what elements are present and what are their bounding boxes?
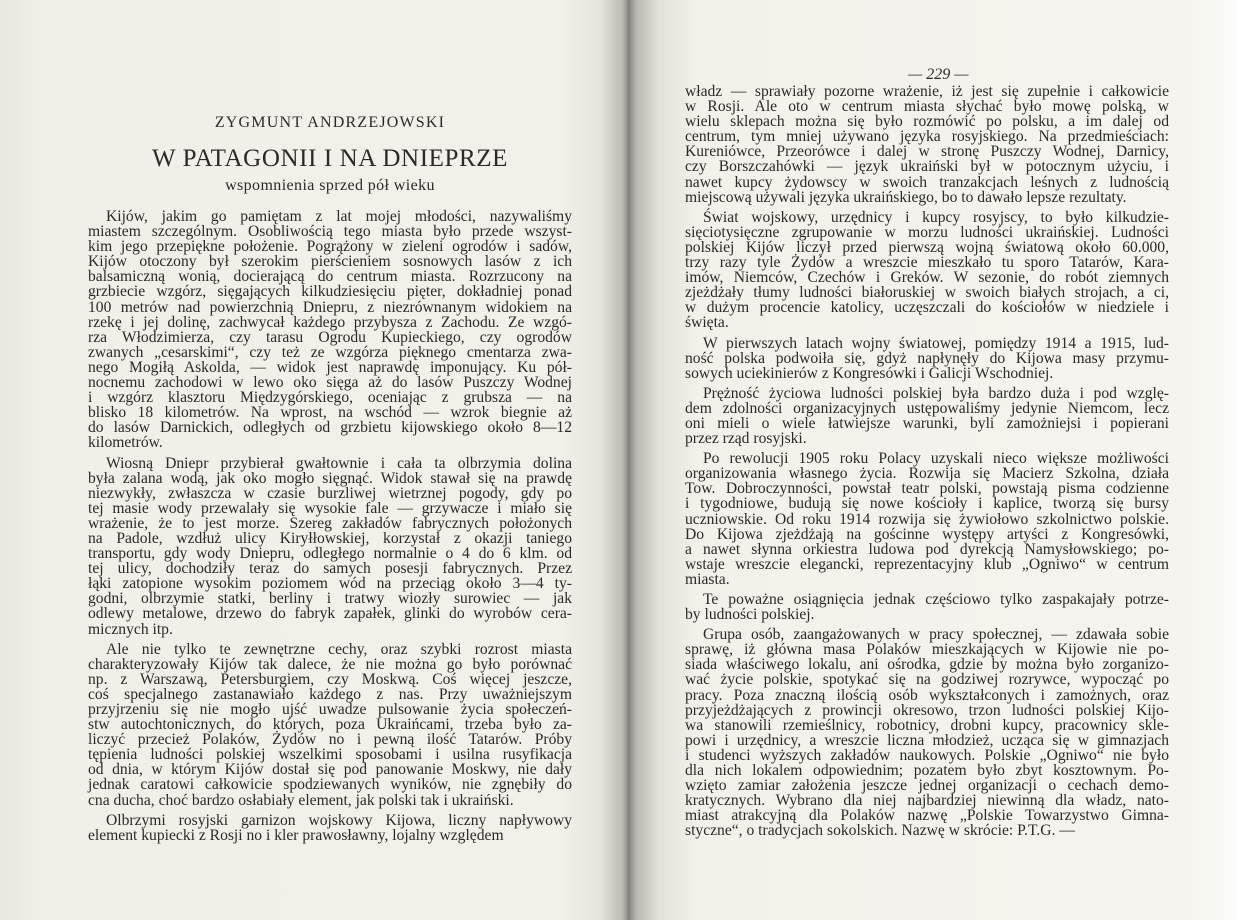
text-line: Wiosną Dniepr przybierał gwałtownie i cała ta olbrzymia dolina xyxy=(106,454,572,472)
text-line: niezwykły, zwłaszcza w czasie burzliwej wietrznej pogody, gdy po xyxy=(88,484,572,502)
text-line: była zalana wodą, jak oko mogło sięgnąć. Widok stawał się na prawdę xyxy=(88,469,572,487)
text-line: Ale nie tylko te zewnętrzne cechy, oraz szybki rozrost miasta xyxy=(106,640,572,658)
text-line: przez rząd rosyjski. xyxy=(685,430,807,448)
paragraph xyxy=(88,642,572,808)
text-line: transportu, gdy wody Dniepru, odległego normalnie o 4 do 6 klm. od xyxy=(88,545,572,563)
text-line: cna ducha, choć bardzo osłabiały element, jak polski tak i ukraiński. xyxy=(88,791,514,809)
text-line: nego Mogiłą Askolda, — widok jest naprawdę imponujący. Ku pół- xyxy=(88,358,572,376)
text-line: sprawę, iż główna masa Polaków mieszkających w Kijowie nie po- xyxy=(685,641,1169,659)
text-line: i studenci wyższych zakładów naukowych. Polskie „Ogniwo“ nie było xyxy=(685,746,1169,764)
text-line: Grupa osób, zaangażowanych w pracy społecznej, — zdawała sobie xyxy=(703,626,1169,644)
text-line: Te poważne osiągnięcia jednak częściowo tylko zaspakajały potrze- xyxy=(703,591,1169,608)
text-line: uczniowskie. Od roku 1914 rozwija się żywiołowo szkolnictwo polskie. xyxy=(685,510,1169,528)
paragraph xyxy=(685,336,1169,381)
text-line: trzy razy tyle Żydów a wreszcie mieszkało tu sporo Tatarów, Kara- xyxy=(685,254,1169,272)
text-line: Kureniówce, Przeorówce i dalej w stronę Puszczy Wodnej, Darnicy, xyxy=(685,143,1169,161)
text-line: czy Borszczahówki — język ukraiński był w potocznym użyciu, i xyxy=(685,158,1169,176)
text-line: miasta. xyxy=(685,570,730,588)
text-line: zjeżdżały tłumy ludności białoruskiej w swoich białych strojach, a ci, xyxy=(685,284,1169,302)
article-subtitle: wspomnienia sprzed pół wieku xyxy=(225,177,435,194)
text-line: przyjeżdżających z prowincji okresowo, trzon ludności polskiej Kijo- xyxy=(685,701,1169,719)
paragraph xyxy=(685,451,1169,587)
text-line: godni, olbrzymie statki, berliny i tratwy wiozły surowiec — jak xyxy=(88,590,572,608)
text-line: imów, Niemców, Czechów i Greków. W sezonie, do robót ziemnych xyxy=(685,269,1169,287)
text-line: tej masie wody przewalały się wysokie fale — grzywacze i miało się xyxy=(88,499,572,517)
paragraph xyxy=(685,84,1169,205)
text-line: blisko 18 kilometrów. Na wprost, na wschód — wzrok biegnie aż xyxy=(88,404,572,422)
text-line: 100 metrów nad powierzchnią Dniepru, z niezrównanym widokiem na xyxy=(88,298,572,316)
text-line: miast atrakcyjną dla Polaków nazwę „Polskie Towarzystwo Gimna- xyxy=(685,807,1169,825)
text-line: władz — sprawiały pozorne wrażenie, iż jest się zupełnie i całkowicie xyxy=(685,83,1169,100)
paragraph xyxy=(685,627,1169,838)
text-line: zwanych „cesarskimi“, czy też ze wzgórza pięknego cmentarza zwa- xyxy=(88,343,572,361)
text-line: W pierwszych latach wojny światowej, pomiędzy 1914 a 1915, lud- xyxy=(703,334,1169,352)
text-line: Prężność życiowa ludności polskiej była bardzo duża i pod wzglę- xyxy=(703,384,1169,402)
text-line: organizowania własnego życia. Rozwija się Macierz Szkolna, działa xyxy=(685,465,1169,483)
text-line: pracy. Poza znaczną ilością osób wykształconych i zamożnych, oraz xyxy=(685,686,1169,704)
text-line: element kupiecki z Rosji no i kler prawosławny, lojalny względem xyxy=(88,826,504,844)
text-line: Kijów otoczony był szerokim pierścieniem sosnowych lasów z ich xyxy=(88,253,572,271)
text-line: święta. xyxy=(685,314,729,332)
text-line: by ludności polskiej. xyxy=(685,606,815,624)
text-line: wać życie polskie, spotykać się na godziwej rozrywce, wypocząć po xyxy=(685,671,1169,689)
text-line: liczyć przecież Polaków, Żydów no i pewną ilość Tatarów. Próby xyxy=(88,731,572,749)
text-line: do lasów Darnickich, odległych od grzbietu kijowskiego około 8—12 xyxy=(88,419,572,437)
text-line: kim jego przepiękne położenie. Pogrążony w zieleni ogrodów i sadów, xyxy=(88,238,572,256)
right-page xyxy=(628,0,1237,920)
text-line: Świat wojskowy, urzędnicy i kupcy rosyjscy, to było kilkudzie- xyxy=(703,208,1169,226)
text-line: oni mieli o wiele łatwiejsze warunki, byli zamożniejsi i popierani xyxy=(685,414,1169,432)
text-line: w Rosji. Ale oto w centrum miasta słychać było mowę polską, w xyxy=(685,98,1169,116)
paragraph xyxy=(88,456,572,637)
text-line: ność polska podwoiła się, gdyż napłynęły do Kijowa masy przymu- xyxy=(685,349,1169,367)
text-line: jednak caratowi całkowicie spodziewanych wyników, nie zgnębiły do xyxy=(88,776,572,794)
text-line: wielu sklepach można się było rozmówić po polsku, a im dalej od xyxy=(685,113,1169,131)
text-line: wstaje wreszcie elegancki, reprezentacyjny klub „Ogniwo“ w centrum xyxy=(685,555,1169,573)
text-line: np. z Warszawą, Petersburgiem, czy Moskwą. Coś więcej jeszcze, xyxy=(88,670,572,688)
text-line: dla nich lokalem odpowiednim; pozatem było zbyt kosztownym. Po- xyxy=(685,762,1169,780)
text-line: Po rewolucji 1905 roku Polacy uzyskali nieco większe możliwości xyxy=(703,450,1169,468)
text-line: siada właściwego lokalu, ani ośrodka, gdzie by można było zorganizo- xyxy=(685,656,1169,674)
text-line: miejscową używali języka ukraińskiego, bo to dawało lepsze rezultaty. xyxy=(685,188,1127,206)
text-line: balsamiczną wonią, docierającą do centrum miasta. Rozrzucony na xyxy=(88,268,572,286)
paragraph xyxy=(685,210,1169,331)
text-line: miastem szczególnym. Osobliwością tego miasta było przede wszyst- xyxy=(88,223,572,241)
text-line: Olbrzymi rosyjski garnizon wojskowy Kijowa, liczny napływowy xyxy=(106,811,572,829)
text-line: wa stanowili rzemieślnicy, robotnicy, drobni kupcy, pracownicy skle- xyxy=(685,716,1169,734)
paragraph xyxy=(685,592,1169,622)
text-line: a nawet słynna orkiestra ludowa pod dyrekcją Namysłowskiego; po- xyxy=(685,540,1169,558)
page-number: — 229 — xyxy=(908,66,969,83)
text-line: nawet kupcy żydowscy w swoich tranzakcjach leśnych z ludnością xyxy=(685,173,1169,191)
text-line: kilometrów. xyxy=(88,434,163,452)
text-line: sięciotysięczne zgrupowanie w morzu ludności ukraińskiej. Ludności xyxy=(685,223,1169,241)
right-page-body xyxy=(685,84,1169,844)
text-line: charakteryzowały Kijów tak dalece, że nie można go było porównać xyxy=(88,655,572,673)
text-line: styczne“, o tradycjach sokolskich. Nazwę w skrócie: P.T.G. — xyxy=(685,822,1075,840)
text-line: Tow. Dobroczynności, powstał teatr polski, powstają pisma codzienne xyxy=(685,480,1169,498)
left-page-body xyxy=(88,209,572,848)
text-line: i tygodniowe, budują się nowe kościoły i kaplice, tworzą się bursy xyxy=(685,495,1169,513)
text-line: micznych itp. xyxy=(88,620,173,638)
paragraph xyxy=(685,386,1169,446)
text-line: stw autochtonicznych, do których, poza Ukraińcami, trzeba było za- xyxy=(88,716,572,734)
text-line: wzięto zamiar założenia jeszcze jednej organizacji o cechach demo- xyxy=(685,777,1169,795)
article-title: W PATAGONII I NA DNIEPRZE xyxy=(151,145,509,172)
text-line: nocnemu zachodowi w lewo oko sięga aż do lasów Puszczy Wodnej xyxy=(88,374,572,392)
text-line: i wzgórz klasztoru Międzygórskiego, oceniając z grubsza — na xyxy=(88,389,572,407)
text-line: od dnia, w którym Kijów dostał się pod panowanie Moskwy, nie dały xyxy=(88,761,572,779)
text-line: powi i urzędnicy, a wreszcie liczna młodzież, ucząca się w gimnazjach xyxy=(685,731,1169,749)
text-line: dem zdolności organizacyjnych ustępowaliśmy jedynie Niemcom, lecz xyxy=(685,399,1169,417)
text-line: centrum, tym mniej używano języka rosyjskiego. Na przedmieściach: xyxy=(685,128,1169,146)
text-line: coś specjalnego zastanawiało każdego z nas. Przy uważniejszym xyxy=(88,685,572,703)
text-line: łąki zatopione wysokim poziomem wód na przeciąg około 3—4 ty- xyxy=(88,575,572,593)
text-line: grzbiecie wzgórz, sięgających kilkudziesięciu pięter, dokładniej ponad xyxy=(88,283,572,301)
paragraph xyxy=(88,209,572,451)
text-line: w dużym procencie katolicy, uczęszczali do kościołów w niedziele i xyxy=(685,299,1169,317)
text-line: rza Włodzimierza, czy tarasu Ogrodu Kupieckiego, czy ogrodów xyxy=(88,328,572,346)
text-line: tej ulicy, dochodziły teraz do samych posesji fabrycznych. Przez xyxy=(88,560,572,578)
paragraph xyxy=(88,813,572,843)
text-line: na Padole, wzdłuż ulicy Kiryłłowskiej, korzystał z okazji taniego xyxy=(88,529,572,547)
author-name: ZYGMUNT ANDRZEJOWSKI xyxy=(214,114,446,131)
text-line: kratycznych. Wybrano dla niej najbardziej niewinną dla władz, nato- xyxy=(685,792,1169,810)
text-line: przyjrzeniu się nie mogło ujść uwadze pulsowanie życia społeczeń- xyxy=(88,701,572,718)
text-line: tępienia ludności polskiej wszelkimi sposobami i usilna rusyfikacja xyxy=(88,746,572,764)
text-line: sowych uciekinierów z Kongresówki i Galicji Wschodniej. xyxy=(685,364,1054,382)
text-line: Do Kijowa zjeżdżają na gościnne występy artyści z Kongresówki, xyxy=(685,525,1169,543)
text-line: polskiej Kijów liczył przed pierwszą wojną światową około 60.000, xyxy=(685,238,1169,256)
text-line: rzekę i jej dolinę, zachwycał każdego przybysza z Zachodu. Ze wzgó- xyxy=(88,313,572,331)
text-line: Kijów, jakim go pamiętam z lat mojej młodości, nazywaliśmy xyxy=(106,208,572,225)
text-line: odlewy metalowe, drzewo do fabryk zapałek, glinki do wyrobów cera- xyxy=(88,605,572,623)
text-line: wrażenie, że to jest morze. Szereg zakładów fabrycznych położonych xyxy=(88,514,572,532)
